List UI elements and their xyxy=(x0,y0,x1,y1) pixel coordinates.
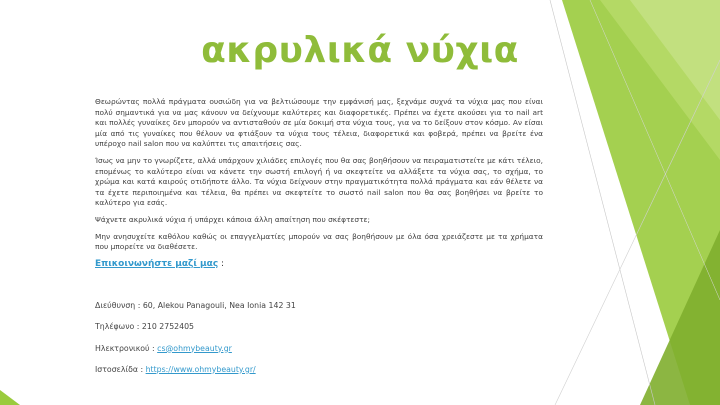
phone-line xyxy=(95,322,543,333)
main-content xyxy=(95,97,543,386)
paragraph-2: Ίσως να μην το γνωρίζετε, αλλά υπάρχουν χιλιάδες επιλογές που θα σας βοηθήσουν να πειραματιστείτε με κάτι τέλειο, επομένως το καλύτερο είναι να κάνετε την σωστή επιλογή ή να σκεφτείτε να αλλάξετε τα νύχια σας, το σχήμα, το χρώμα και κατά καιρούς οτιδήποτε άλλο. Τα νύχια δείχνουν στην πραγματικότητα πολλά πράγματα και εάν θέλετε να τα έχετε περιποιημένα και τέλεια, θα πρέπει να σκεφτείτε το σωστό nail salon που θα σας βοηθήσει να βρείτε το καλύτερο για εσάς. xyxy=(95,155,543,208)
website-line xyxy=(95,365,543,376)
website-label: Ιστοσελίδα : xyxy=(95,364,146,374)
page-title: ακρυλικά νύχια xyxy=(201,30,519,71)
email-line xyxy=(95,344,543,355)
left-green-accent xyxy=(0,390,20,405)
email-label: Ηλεκτρονικού : xyxy=(95,343,158,353)
website-link[interactable]: https://www.ohmybeauty.gr/ xyxy=(145,364,256,374)
paragraph-1: Θεωρώντας πολλά πράγματα ουσιώδη για να βελτιώσουμε την εμφάνισή μας, ξεχνάμε συχνά τα νύχια μας που είναι πολύ σημαντικά για να μας κάνουν να δείχνουμε καλύτερες και διαφορετικές. Πρέπει να έχετε ακούσει για το nail art και πολλές γυναίκες δεν μπορούν να αντισταθούν σε μία δοκιμή στα νύχια τους, για να το δείξουν στον κόσμο. Αν είσαι μία από τις γυναίκες που θέλουν να φτιάξουν τα νύχια τους τέλεια, διαφορετικά και φοβερά, πρέπει να βρείτε ένα υπέροχο nail salon που να καλύπτει τις απαιτήσεις σας. xyxy=(95,97,543,149)
contact-us-link[interactable]: Επικοινωνήστε μαζί μας xyxy=(95,258,219,269)
address-line xyxy=(95,301,543,312)
email-link[interactable]: cs@ohmybeauty.gr xyxy=(157,343,232,353)
paragraph-4: Μην ανησυχείτε καθόλου καθώς οι επαγγελματίες μπορούν να σας βοηθήσουν με όλα όσα χρειάζεστε με τα χρήματα που μπορείτε να διαθέσετε. xyxy=(95,231,543,252)
paragraph-3: Ψάχνετε ακρυλικά νύχια ή υπάρχει κάποια άλλη απαίτηση που σκέφτεστε; xyxy=(95,214,371,224)
phone-label: Τηλέφωνο : xyxy=(95,322,142,332)
contact-heading xyxy=(95,259,543,270)
contact-heading-suffix: : xyxy=(218,258,225,269)
address-value: 60, Alekou Panagouli, Nea Ionia 142 31 xyxy=(142,301,296,311)
phone-value: 210 2752405 xyxy=(141,322,195,332)
address-label: Διεύθυνση : xyxy=(95,301,143,311)
